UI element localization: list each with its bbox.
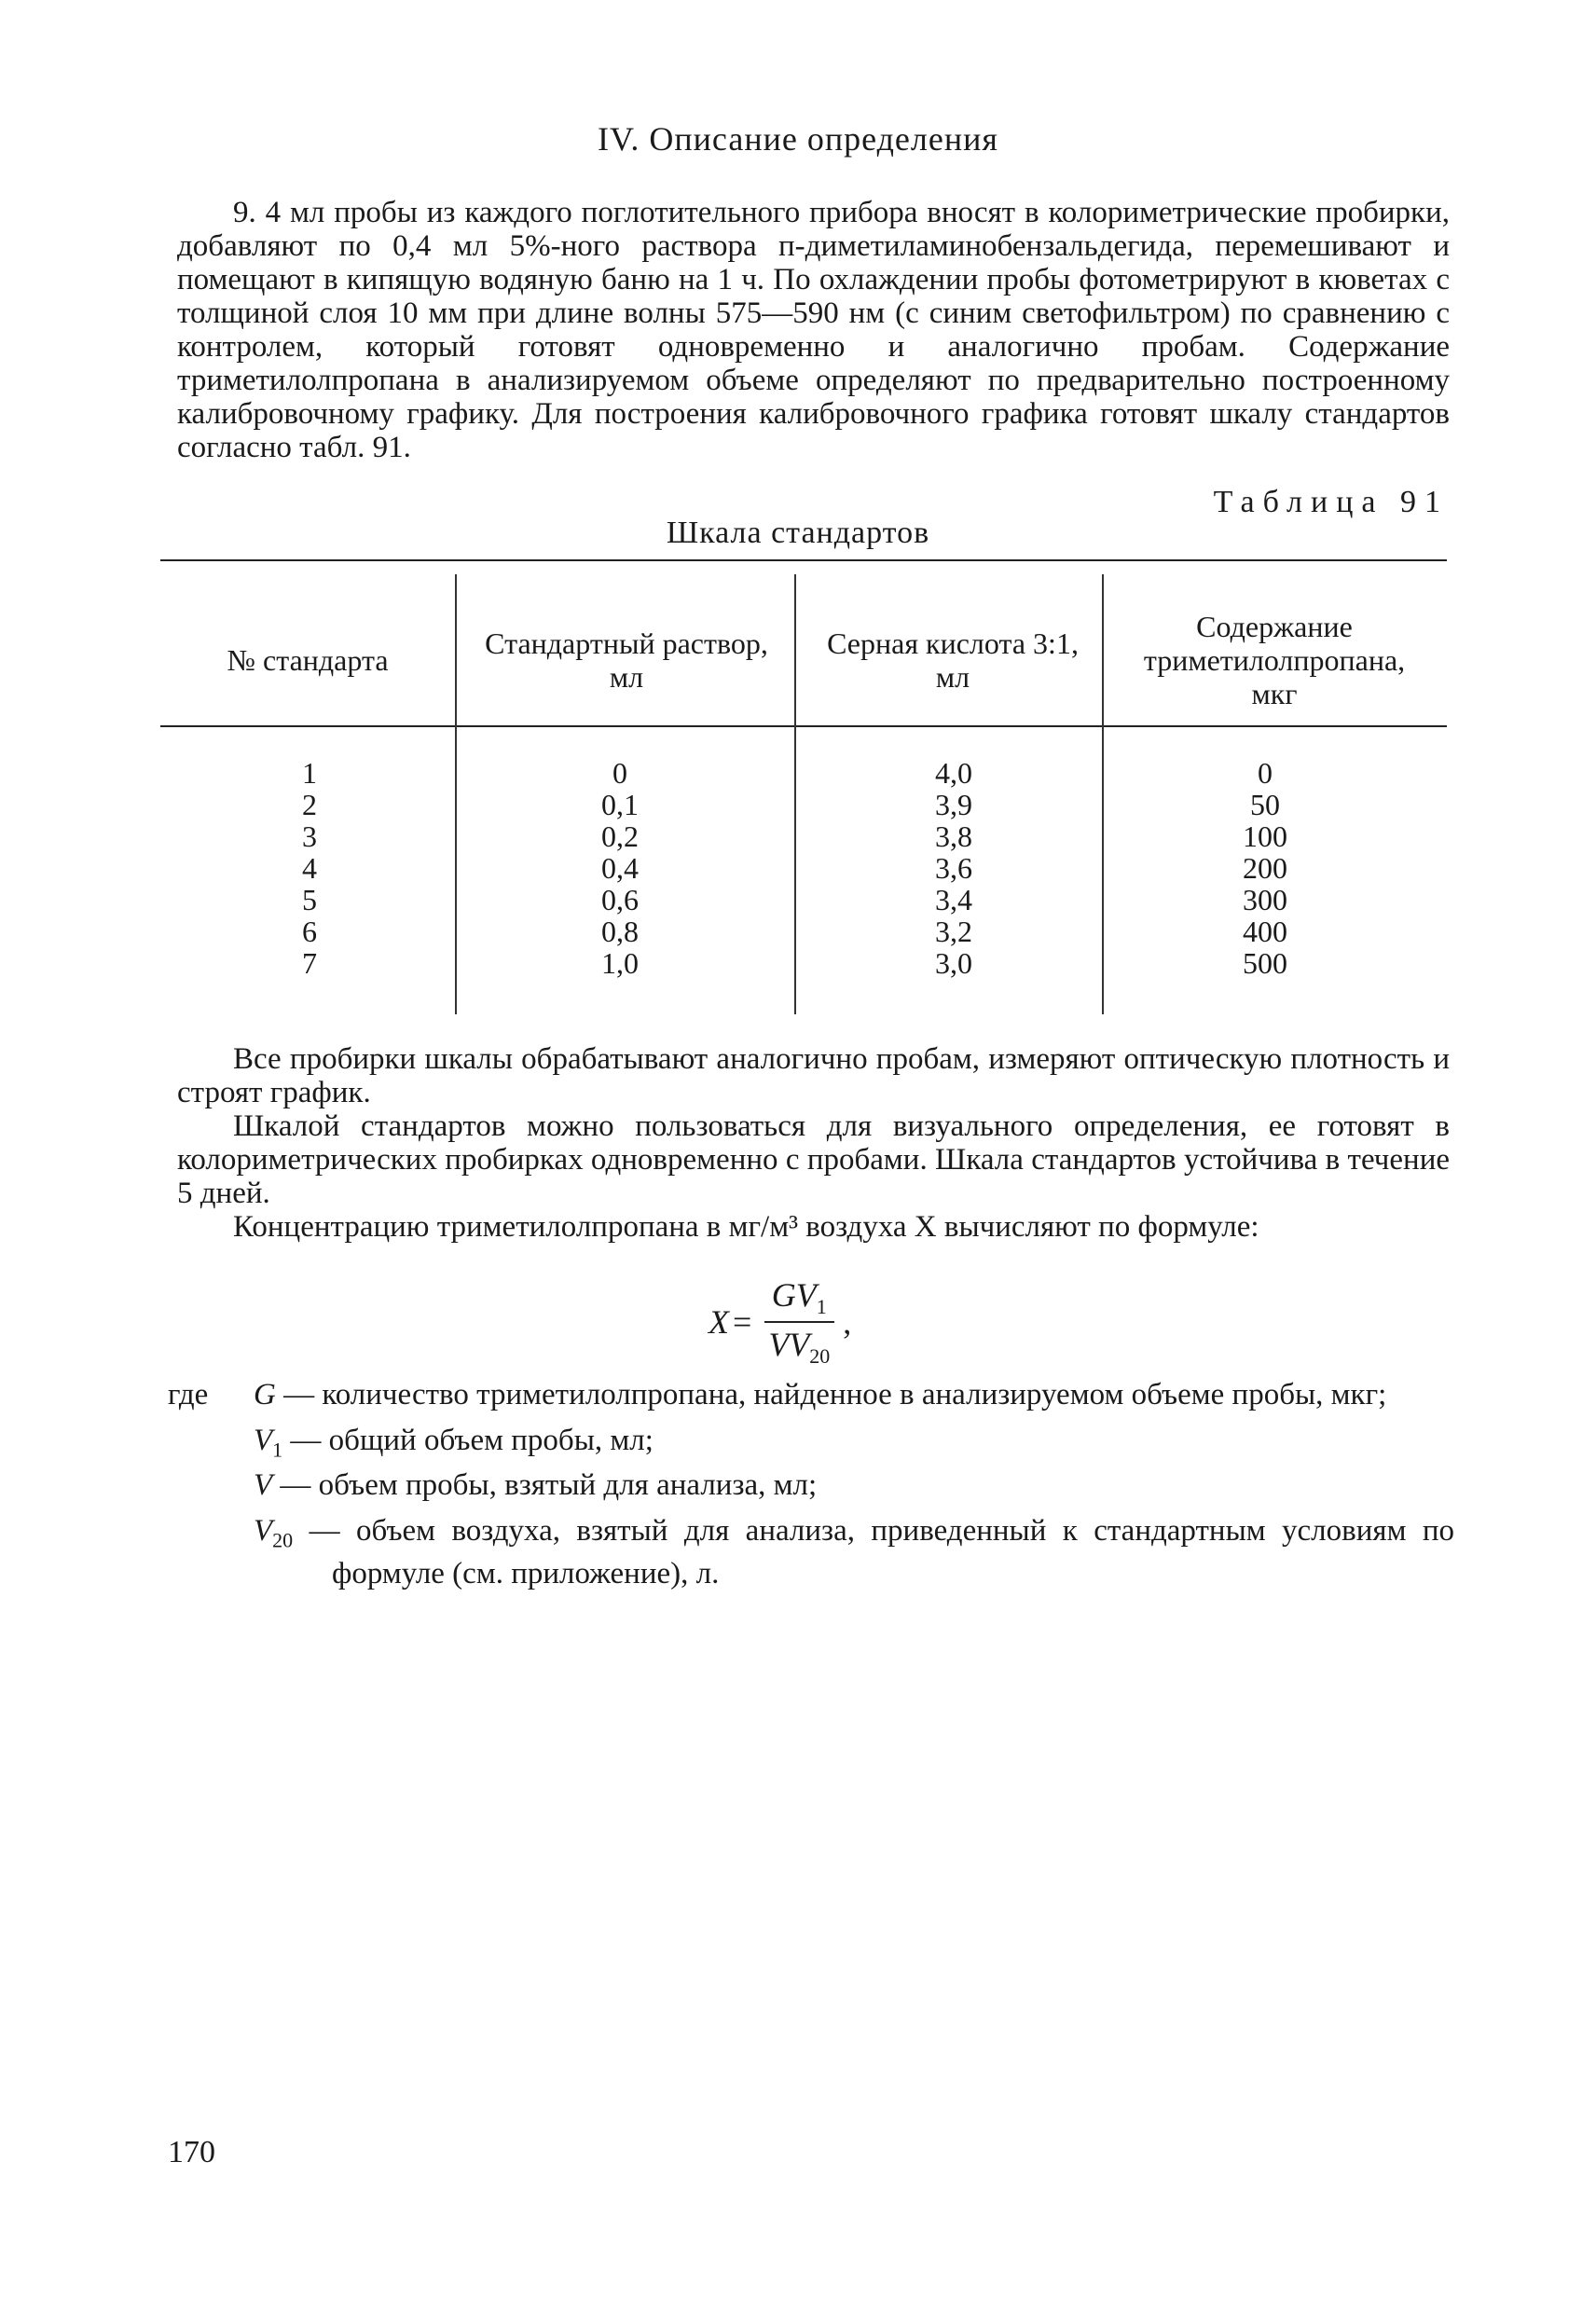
formula-denominator (761, 1323, 837, 1369)
definition-subscript: 1 (272, 1438, 283, 1462)
header-standard-solution: Стандартный раствор, мл (485, 626, 768, 694)
column-standard-solution (578, 757, 662, 979)
table-cell: 3,0 (935, 946, 972, 980)
paragraph-after-table-1: Все пробирки шкалы обрабатывают аналогично пробам, измеряют оптическую плотность и строят график. (177, 1042, 1450, 1109)
definition-row (168, 1378, 1454, 1422)
paragraph-after-table-2: Шкалой стандартов можно пользоваться для визуального определения, ее готовят в колориметрических пробирках одновременно с пробами. Шкала стандартов устойчива в течение 5 дней. (177, 1109, 1450, 1210)
table-cell: 500 (1243, 946, 1287, 980)
definition-text-block (254, 1512, 1454, 1591)
table-caption: Шкала стандартов (666, 516, 930, 550)
paragraph-after-table-3: Концентрацию триметилолпропана в мг/м³ воздуха X вычисляют по формуле: (233, 1210, 1259, 1244)
column-divider (1102, 574, 1104, 1014)
page-number: 170 (168, 2135, 215, 2169)
table-cell: 0 (1258, 756, 1273, 790)
numerator-text: GV (771, 1276, 817, 1314)
column-divider (794, 574, 796, 1014)
column-standard-no (282, 757, 337, 979)
table-cell: 0,8 (601, 915, 639, 948)
table-label: Таблица 91 (1213, 485, 1449, 519)
table-cell: 300 (1243, 883, 1287, 916)
where-label: где (168, 1378, 209, 1411)
paragraph-9: 9. 4 мл пробы из каждого поглотительного прибора вносят в колориметрические пробирки, добавляют по 0,4 мл 5%-ного раствора п-диметиламинобензальдегида, перемешивают и помещают в кипящую водяную баню на 1 ч. По охлаждении пробы фотометрируют в кюветах с толщиной слоя 10 мм при длине волны 575—590 нм (с синим светофильтром) по сравнению с контролем, который готовят одновременно и аналогично пробам. Содержание триметилолпропана в анализируемом объеме определяют по предварительно построенному калибровочному графику. Для построения калибровочного графика готовят шкалу стандартов согласно табл. 91. (177, 196, 1450, 464)
definition-text: — объем воздуха, взятый для анализа, приведенный к стандартным условиям по формуле (см. приложение), л. (309, 1513, 1455, 1591)
formula-lhs: X (709, 1303, 729, 1342)
table-cell: 200 (1243, 851, 1287, 885)
denominator-text: VV (768, 1326, 810, 1364)
table-cell: 50 (1250, 788, 1280, 821)
definition-text-block (254, 1466, 1454, 1512)
definition-text: — количество триметилолпропана, найденное в анализируемом объеме пробы, мкг; (283, 1378, 1387, 1411)
definition-subscript: 20 (272, 1528, 294, 1552)
table-cell: 400 (1243, 915, 1287, 948)
table-cell: 3 (302, 819, 317, 853)
table-cell: 0,1 (601, 788, 639, 821)
table-cell: 1,0 (601, 946, 639, 980)
table-cell: 2 (302, 788, 317, 821)
column-content (1223, 757, 1307, 979)
table-cell: 3,9 (935, 788, 972, 821)
definition-symbol: G (254, 1378, 276, 1411)
table-cell: 4,0 (935, 756, 972, 790)
formula-fraction (761, 1275, 837, 1369)
table-cell: 6 (302, 915, 317, 948)
table-header-rule (160, 725, 1447, 727)
definition-text: — общий объем пробы, мл; (290, 1423, 654, 1457)
column-sulfuric-acid (912, 757, 996, 979)
definition-row (168, 1422, 1454, 1467)
table-top-rule (160, 559, 1447, 561)
table-cell: 100 (1243, 819, 1287, 853)
definition-symbol: V (254, 1468, 273, 1503)
standards-table (160, 559, 1447, 1026)
definition-symbol: V (254, 1513, 273, 1548)
table-cell: 3,2 (935, 915, 972, 948)
definition-text-block (254, 1378, 1454, 1422)
definition-row (168, 1466, 1454, 1512)
numerator-subscript: 1 (816, 1295, 827, 1319)
formula-equals: = (733, 1303, 752, 1342)
table-cell: 0,2 (601, 819, 639, 853)
table-cell: 3,8 (935, 819, 972, 853)
table-cell: 0,4 (601, 851, 639, 885)
table-cell: 7 (302, 946, 317, 980)
concentration-formula (709, 1275, 851, 1369)
definition-text: — объем пробы, взятый для анализа, мл; (280, 1468, 818, 1503)
table-cell: 0,6 (601, 883, 639, 916)
header-content: Содержание триметилолпропана, мкг (1143, 610, 1406, 710)
table-cell: 1 (302, 756, 317, 790)
section-title: IV. Описание определения (598, 120, 998, 158)
formula-trail: , (843, 1303, 852, 1342)
table-cell: 3,6 (935, 851, 972, 885)
header-sulfuric-acid: Серная кислота 3:1, мл (827, 626, 1079, 694)
column-divider (455, 574, 457, 1014)
definition-row (168, 1512, 1454, 1591)
header-standard-no: № стандарта (227, 643, 389, 677)
denominator-subscript: 20 (809, 1344, 831, 1369)
table-cell: 3,4 (935, 883, 972, 916)
formula-numerator (764, 1275, 834, 1323)
table-cell: 5 (302, 883, 317, 916)
definition-text-block (254, 1422, 1454, 1467)
table-cell: 0 (612, 756, 627, 790)
table-cell: 4 (302, 851, 317, 885)
variable-definitions (168, 1378, 1454, 1590)
definition-symbol: V (254, 1423, 273, 1457)
